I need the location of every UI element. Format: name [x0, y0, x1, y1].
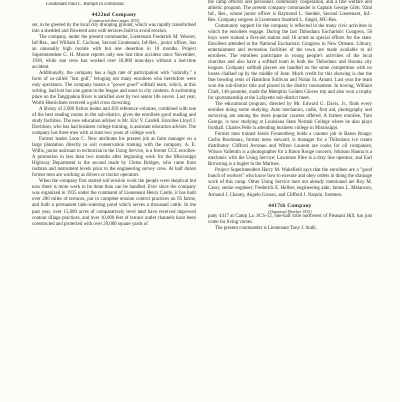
paragraph: The educational program, directed by Mr. Edward G. Davis, Jr., finds every enrollee doing some studying. Auto mechanics, radio, first aid, photography and surveying are among the more popular courses offered. A former enrollee, Tom George, is now studying at Louisiana State Normal College where he also plays football. Charles Pelle is attending business college in Mississippi.: [208, 102, 372, 132]
paragraph: Community support for the company is reflected in the many civic activities in which the enrollees engage. During the last Thibodaux Eucharistic Congress, 58 boys were trained a first-aid station and 16 acted as special efforts for the state. Enrollees attended at the National Eucharistic Congress in New Orleans. Library, entertainment and recreation facilities of the town are made available to all enrollees. The enrollees participate in young people's activities of the local churches and also have a softball team in both the Thibodaux and Houma city leagues. Company softball players are handled on the same competition with no losses chalked up by the middle of June. Much credit for this showing is due the fine bowling rents of Hamilton Sullivan and Nolan St. Amant. Last year the team won the sub-district title and placed in the district tournament. In boxing, William Clark, 146-pounder, made the Memphis Golden Gloves trip and also won a trophy for sportsmanship at the Lafayette sub-district meet.: [208, 24, 372, 102]
paragraph: Project Superintendent Harry M. Wakefield says that the enrollees are a "good bunch of workers" who know how to execute and obey orders in doing the drainage work of this camp. Other Using Service men not already mentioned are Roy M. Cassy, senior engineer; Frederick E. Hellier, engineering aide; James L. Melancon, Armand J. Chaney, Angelo Grosso, and Clifford J. Naquin, foremen.: [208, 168, 372, 198]
right-column: [208, 0, 372, 400]
paragraph: Former men trained Jessie Fromenberg holds a counter job in Baton Rouge; Carlin Boutreaux, former mess steward, is manager for a Thibodaux ice cream distributor; Clifford Arcenau and Wilton Laurent are cooks for oil companies; Wilson Vallentin is a photographer for a Baton Rouge concern; Johnson Hanna is a mechanic with the Using Service; Lawrence Pitre is a dray line operator, and Earl Browning is a bugler in the Marines.: [208, 132, 372, 168]
section-heading-4422: [32, 12, 196, 23]
paragraph: The company, under the present commander, Lieutenant Frederick M. Weaver, Inf-Res., and William E. Cochran, Second Lieutenant, Inf-Res., junior officer, has an unusually high morale with but one desertion in 18 months. Project Superintendent G. H. Moore reports only one lost time accident since November, 1938, while one crew has worked over 18,000 man-days without a lost-time accident.: [32, 35, 196, 71]
section-subtitle: (Organized Marches 1935): [268, 208, 312, 214]
paragraph: pany 4417 at Camp La. SCS-12, one-half mile northwest of Pleasant Hill, has just come for living vorses.: [208, 213, 372, 225]
section-subtitle: (Constructed three pages 1935): [88, 18, 140, 24]
section-title: 4422nd Company: [91, 12, 137, 19]
paragraph: When the company first started soil erosion work the people were skeptical but now there is more work to be done than can be handled. Ever since the company was organized in 1935 under the command of Lieutenant Henry Castle, it has built over 200 miles of terraces, put in complete erosion control practices on 95 farms, and built a permanent tank-watering pond which serves a thousand cattle. In the past year, over 15,000 acres of comparatively level land have received improved contour tillage practices, and over 10,000 feet of terrace outlet channels have been constructed and protected with over 20,000 square yards of: [32, 179, 196, 227]
paragraph: The present commander is Lieutenant Tony J. Stahl,: [215, 225, 317, 231]
left-column: [32, 2, 196, 402]
paragraph: the camp officers and personnel, community cooperation, and a fine welfare and athletic program. The present company commander is Captain George Gibb, 92nd Inf., Res., whose junior officer is Raymond L. Sneider, Second Lieutenant, Inf.-Res. Company surgeon is Lieutenant Stanford L. Siegel, MC-Res.: [208, 0, 372, 24]
paragraph: A library of 2,000 fiction books and 450 reference volumes, combined with one of the best reading rooms in the sub-district, gives the enrollees good reading and study facilities. The new education adviser is Mr. Eric V. Cardell. Enrollee Lloyd J. Davidson, who has had business college training, is assistant education adviser. The company has three men with at least two years of college work.: [32, 107, 196, 137]
section-title: 4417th Company: [268, 202, 312, 209]
section-heading-4417: [208, 203, 372, 214]
paragraph: Additionally, the company has a high rate of participation with "subrally," a form of so-called "lost golf," bringing out many enrollees who heretofore were only spectators. The company boasts a "power good" softball team, which, at this writing, had lost but one game in the league and none in city contests. A swimming place on the Tangipahoa River is satisfied over by two senior life savers. Last year, Worth Henrichsen received a gold cross drowning.: [32, 71, 196, 107]
top-line: Lieutenant Paul L. Rumph in command.: [46, 2, 125, 7]
paragraph: set, to be greeted by the local city drooping ground, which was rapidly transformed into a shedded and flowered area with terraces built to avoid erosion.: [32, 23, 196, 35]
paragraph: Former leader Leon C. New attributes his present job as farm manager on a large plantation directly to soil conservation training with the company. A. E. Willis, junior assistant to technician in the Using Service, is a former CCC enrollee. A promotion in less than two months after beginning work for the Mississippi Highway Department is the second made by Cletus Bridges, who came from rodman and instrument levels prior to the engineering survey crew. At half dozen former men are working as drivers or tractor operators.: [32, 137, 196, 179]
